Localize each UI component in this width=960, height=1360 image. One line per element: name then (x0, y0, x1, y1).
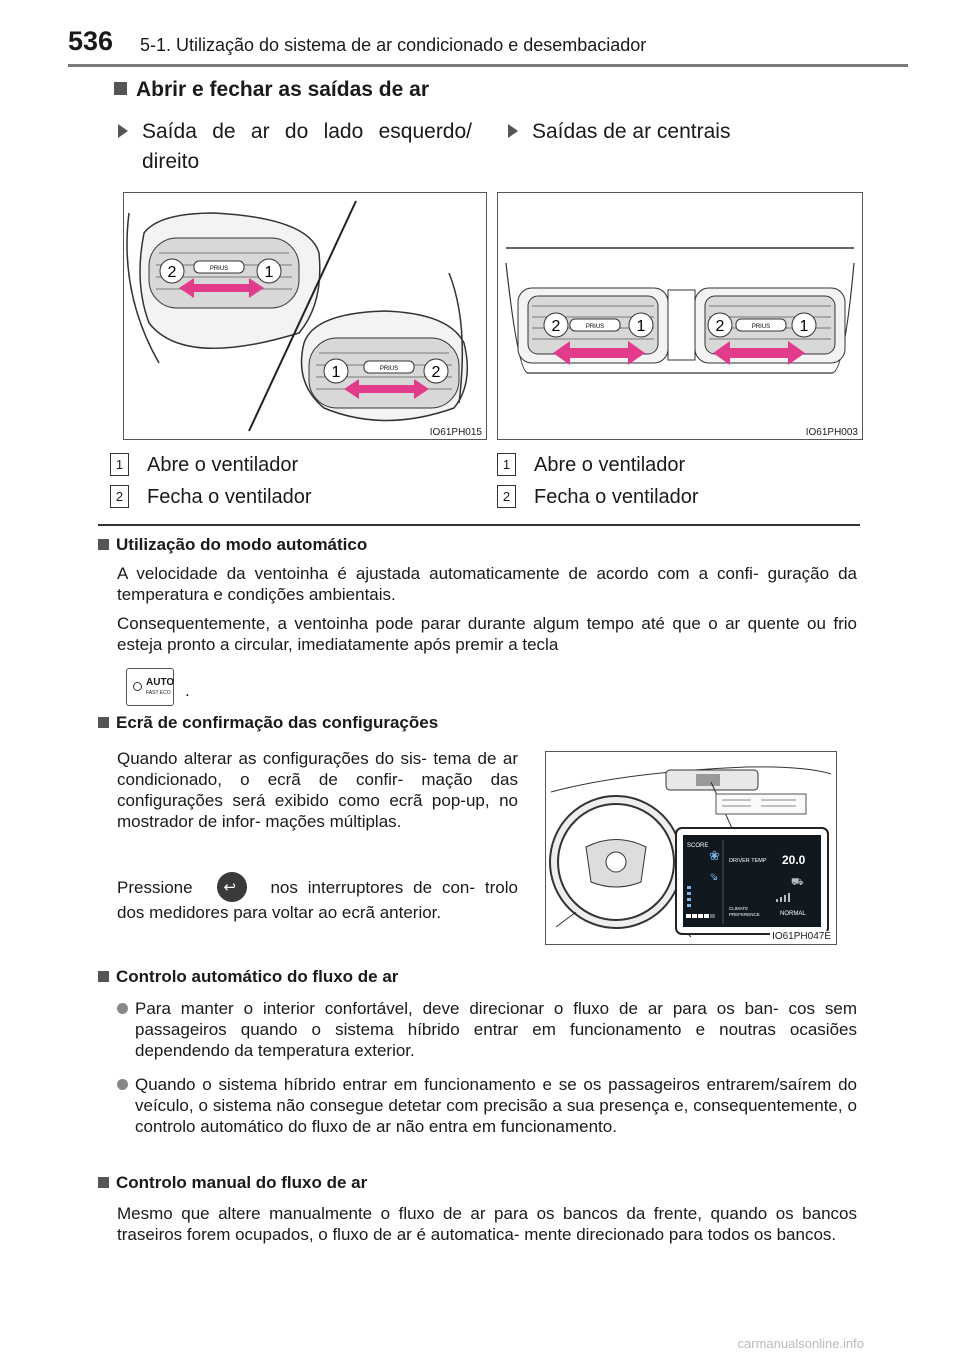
svg-text:CLIMATE: CLIMATE (729, 906, 749, 911)
section-title: 5-1. Utilização do sistema de ar condicionado e desembaciador (140, 35, 647, 55)
auto-airflow-bullet: Quando o sistema híbrido entrar em funcionamento e se os passageiros entrarem/saírem do veículo, o sistema não consegue detetar com precisão a sua presença e, consequentemente, o controlo automático do fluxo de ar não entra em funcionamento. (117, 1074, 857, 1137)
figure-code: IO61PH003 (805, 427, 858, 438)
svg-text:PRIUS: PRIUS (379, 366, 399, 372)
manual-airflow-paragraph: Mesmo que altere manualmente o fluxo de ar para os bancos da frente, quando os bancos traseiros forem ocupados, o fluxo de ar é automatica- mente direcionado para todos os bancos. (117, 1204, 857, 1244)
svg-text:⛟: ⛟ (791, 877, 804, 888)
page-number: 536 (68, 26, 114, 56)
triangle-bullet-icon (508, 124, 518, 138)
confirm-screen-paragraph-1: Quando alterar as configurações do sis- tema de ar condicionado, o ecrã de confir- mação das configurações será exibido como ecrã pop-up, no mostrador de infor- mações múltiplas. (117, 749, 518, 831)
manual-airflow-heading: Controlo manual do fluxo de ar (98, 1173, 367, 1193)
svg-text:❀: ❀ (709, 849, 720, 864)
confirm-screen-heading: Ecrã de confirmação das configurações (98, 713, 438, 733)
svg-text:2: 2 (431, 364, 441, 381)
auto-airflow-bullet: Para manter o interior confortável, deve direcionar o fluxo de ar para os ban- cos sem passageiros quando o sistema híbrido entrar em funcionamento e noutras ocasiões dependendo da temperatura exterior. (117, 998, 857, 1061)
center-vents-illustration (498, 193, 862, 439)
figure-code: IO61PH047E (772, 931, 831, 942)
auto-airflow-heading: Controlo automático do fluxo de ar (98, 967, 398, 987)
square-bullet-icon (98, 539, 109, 550)
svg-text:1: 1 (331, 364, 341, 381)
square-bullet-icon (98, 971, 109, 982)
auto-mode-paragraph-1: A velocidade da ventoinha é ajustada automaticamente de acordo com a confi- guração da temperatura e condições ambientais. (117, 564, 857, 604)
legend-item: 1 Abre o ventilador (497, 449, 699, 481)
side-vents-figure (123, 192, 487, 440)
confirm-screen-paragraph-2: Pressione ↩ nos interruptores de con- trolo dos medidores para voltar ao ecrã anterior. (117, 872, 518, 923)
legend-item: 1 Abre o ventilador (110, 449, 312, 481)
left-legend (110, 449, 312, 513)
legend-item: 2 Fecha o ventilador (110, 481, 312, 513)
svg-text:⇘: ⇘ (709, 870, 719, 883)
svg-text:2: 2 (715, 318, 725, 335)
main-heading: Abrir e fechar as saídas de ar (114, 78, 429, 102)
svg-text:PRIUS: PRIUS (585, 324, 605, 330)
triangle-bullet-icon (118, 124, 128, 138)
svg-text:NORMAL: NORMAL (780, 911, 806, 917)
square-bullet-icon (98, 1177, 109, 1188)
back-icon: ↩ (217, 872, 247, 902)
section-divider (98, 524, 860, 526)
auto-button-icon: AUTO FAST ECO (126, 668, 174, 706)
svg-text:2: 2 (551, 318, 561, 335)
right-legend (497, 449, 699, 513)
svg-text:DRIVER TEMP: DRIVER TEMP (729, 858, 767, 864)
figure-code: IO61PH015 (429, 427, 482, 438)
square-bullet-icon (98, 717, 109, 728)
dashboard-figure (545, 751, 837, 945)
watermark: carmanualsonline.info (737, 1336, 864, 1351)
svg-text:PRIUS: PRIUS (751, 324, 771, 330)
svg-text:1: 1 (636, 318, 646, 335)
vent-label: PRIUS (209, 266, 229, 272)
auto-mode-heading: Utilização do modo automático (98, 535, 367, 555)
side-vents-illustration (124, 193, 486, 439)
left-column-title: Saída de ar do lado esquerdo/ direito (118, 117, 478, 177)
bullet-dot-icon (117, 1079, 128, 1090)
svg-text:2: 2 (167, 264, 177, 281)
svg-text:SCORE: SCORE (687, 843, 709, 849)
center-vents-figure (497, 192, 863, 440)
svg-text:PREFERENCE: PREFERENCE (729, 912, 760, 917)
svg-text:1: 1 (264, 264, 274, 281)
auto-mode-period: . (185, 681, 190, 700)
right-column-title: Saídas de ar centrais (508, 117, 868, 147)
svg-text:20.0: 20.0 (782, 853, 806, 867)
header-rule (68, 64, 908, 67)
bullet-dot-icon (117, 1003, 128, 1014)
svg-text:1: 1 (799, 318, 809, 335)
auto-mode-paragraph-2: Consequentemente, a ventoinha pode parar durante algum tempo até que o ar quente ou frio esteja pronto a circular, imediatamente após premir a tecla (117, 614, 857, 654)
legend-item: 2 Fecha o ventilador (497, 481, 699, 513)
square-bullet-icon (114, 82, 127, 95)
